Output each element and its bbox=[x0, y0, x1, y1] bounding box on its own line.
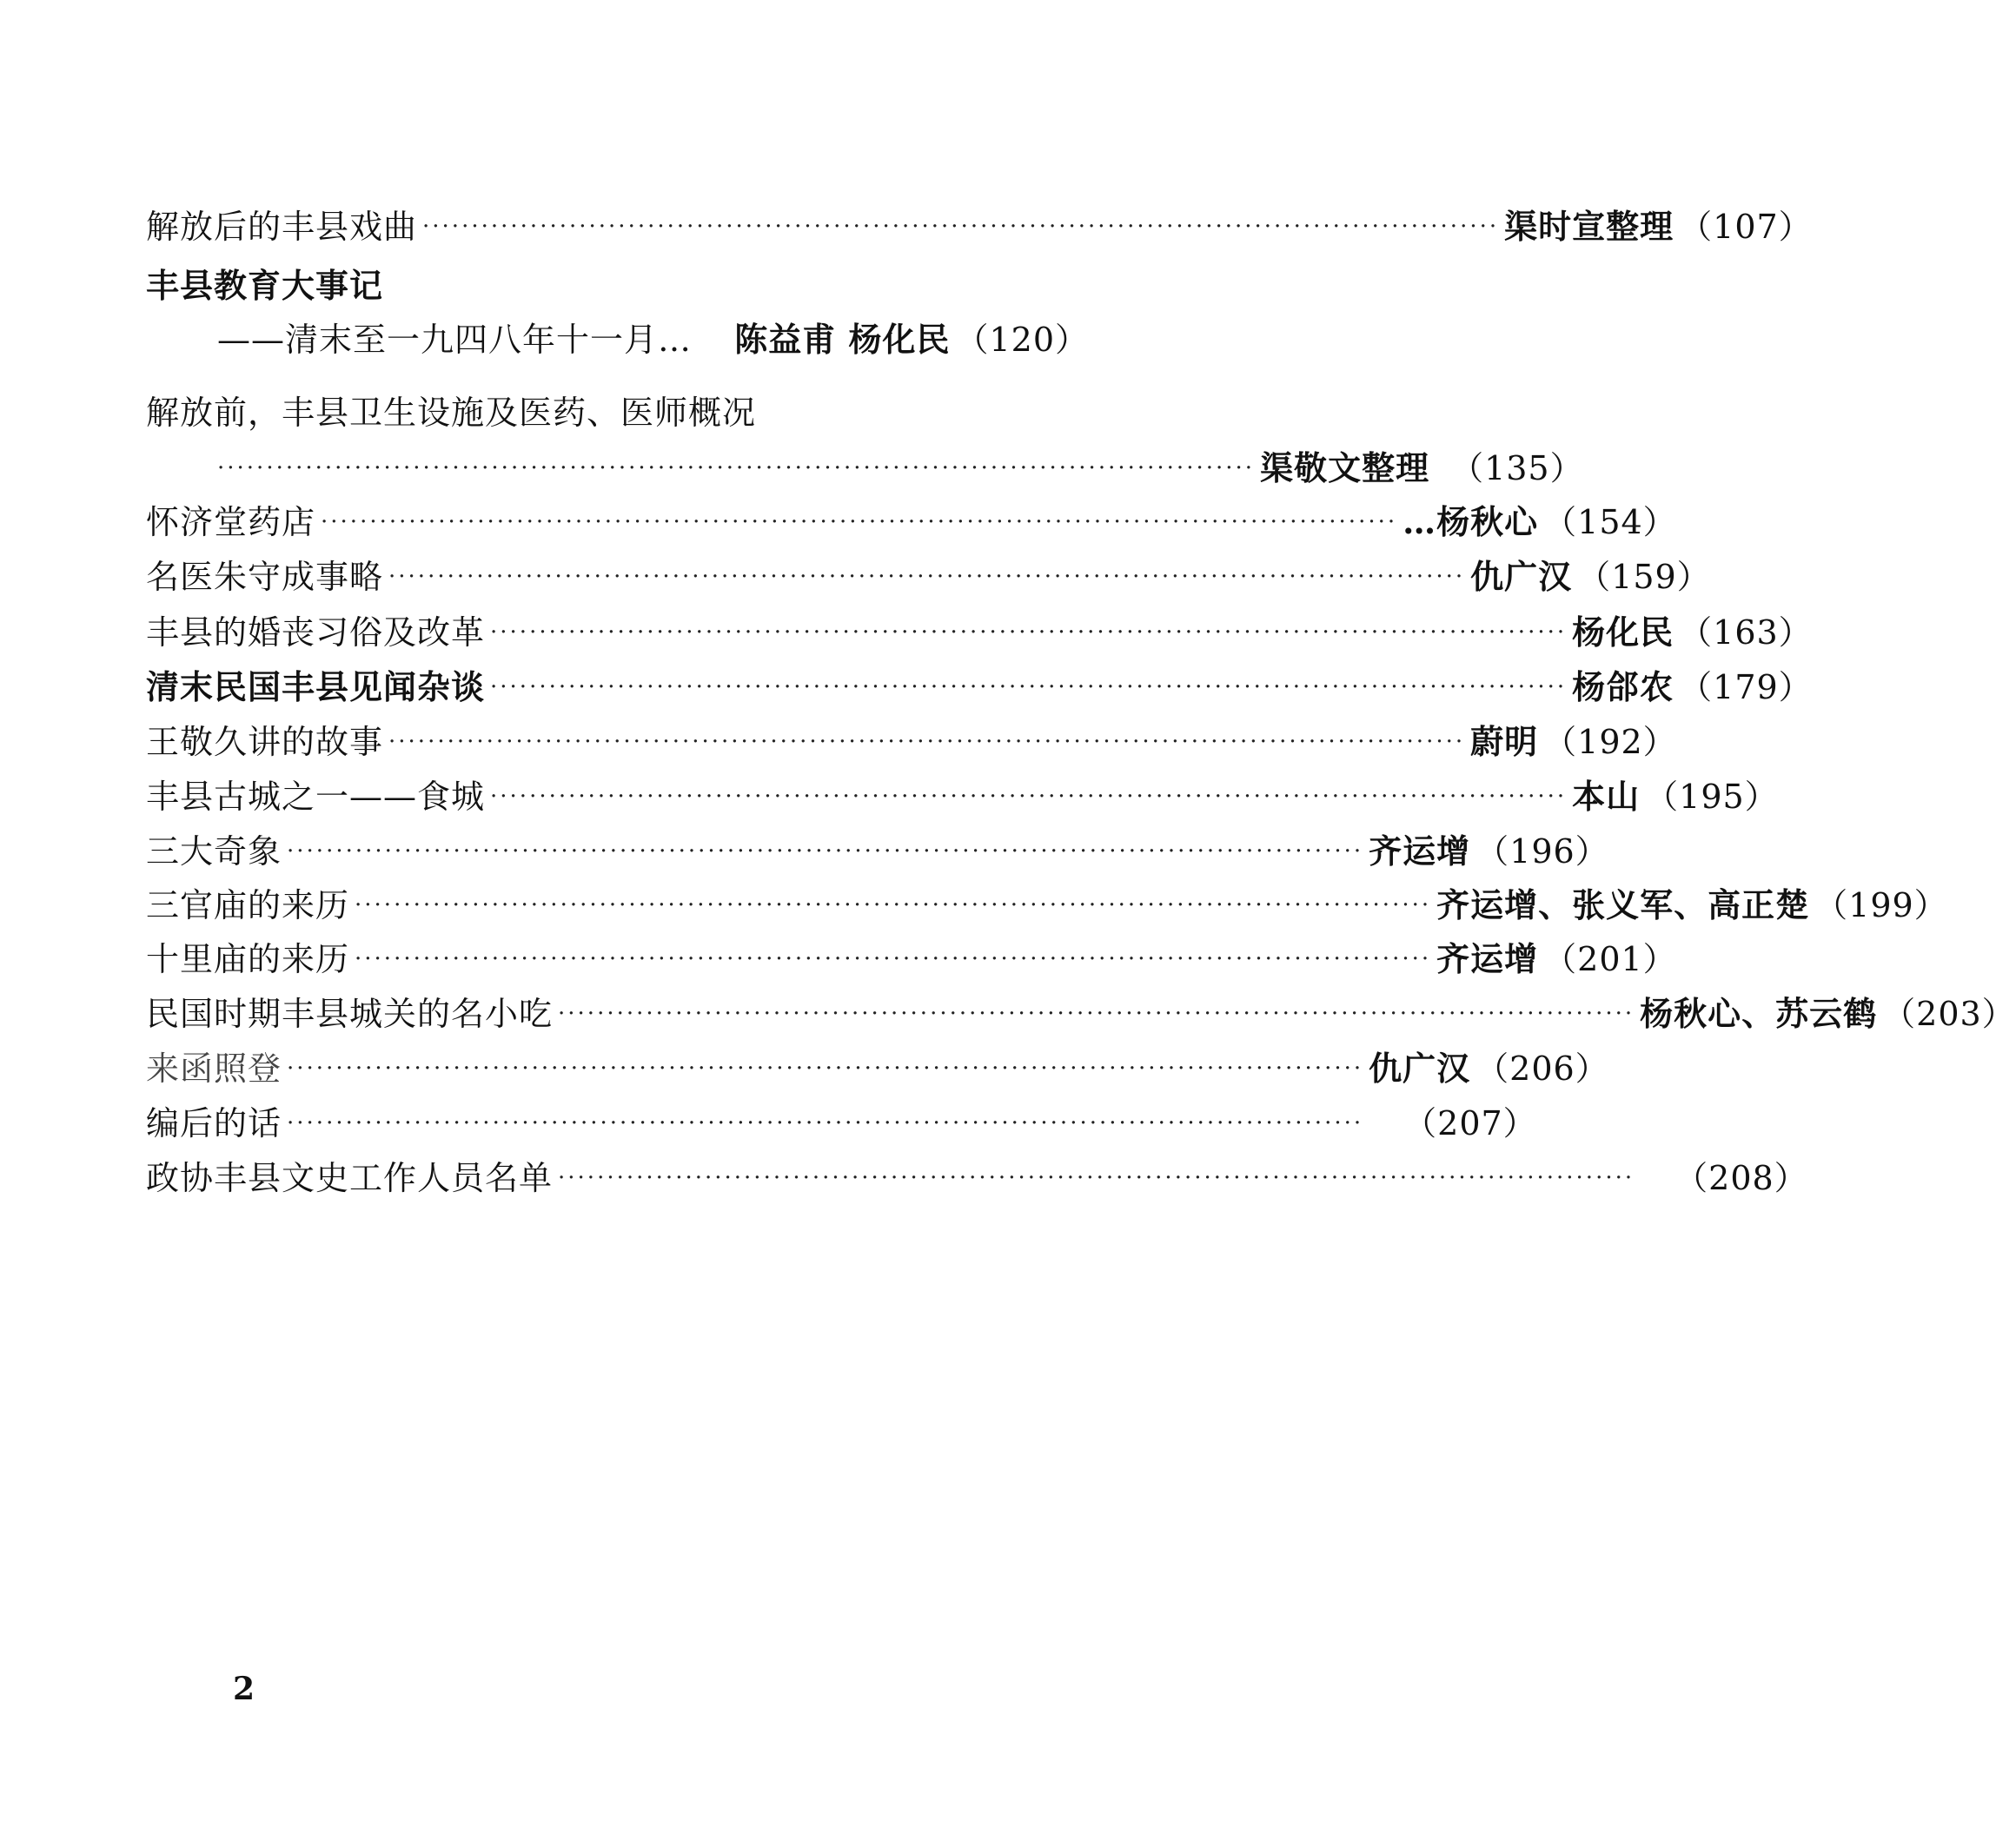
entry-title: 编后的话 bbox=[146, 1104, 282, 1142]
leader-dots: ·············································································································· bbox=[287, 1110, 1364, 1136]
entry-title: 怀济堂药店 bbox=[146, 503, 316, 541]
toc-entry bbox=[146, 1098, 1537, 1149]
entry-author: 齐运增 bbox=[1436, 939, 1539, 978]
entry-author: 渠敬文整理 bbox=[1260, 448, 1430, 487]
toc-entry bbox=[146, 202, 1813, 252]
toc-entry bbox=[146, 989, 2016, 1039]
entry-page: （135） bbox=[1450, 449, 1584, 487]
leader-dots: ·············································································································· bbox=[490, 619, 1568, 646]
page-number: 2 bbox=[233, 1671, 255, 1707]
leader-dots: ·············································································································· bbox=[321, 509, 1398, 535]
entry-page: （206） bbox=[1476, 1050, 1609, 1088]
entry-title: 名医朱守成事略 bbox=[146, 558, 384, 596]
entry-page: （159） bbox=[1577, 558, 1711, 596]
toc-entry bbox=[217, 443, 1584, 493]
leader-dots: ·············································································································· bbox=[355, 946, 1432, 972]
leader-dots: ·············································································································· bbox=[388, 729, 1466, 755]
entry-author: 陈益甫 杨化民 bbox=[734, 320, 951, 359]
entry-title: 十里庙的来历 bbox=[146, 940, 350, 978]
leader-dots: ·············································································································· bbox=[287, 1056, 1364, 1082]
entry-author: …杨秋心 bbox=[1403, 502, 1539, 541]
entry-page: （199） bbox=[1814, 886, 1948, 924]
toc-entry bbox=[146, 826, 1609, 877]
toc-entry bbox=[146, 1043, 1609, 1094]
toc-entry bbox=[146, 552, 1711, 602]
toc-entry bbox=[146, 607, 1813, 658]
entry-page: （207） bbox=[1403, 1104, 1537, 1142]
entry-page: （120） bbox=[955, 321, 1089, 359]
entry-page: （203） bbox=[1882, 995, 2016, 1033]
entry-author: 仇广汉 bbox=[1470, 557, 1573, 596]
entry-author: 齐运增、张义军、高正楚 bbox=[1436, 885, 1810, 924]
entry-page: （163） bbox=[1679, 613, 1813, 652]
entry-title: 清末民国丰县见闻杂谈 bbox=[146, 667, 486, 706]
leader-dots: ·············································································································· bbox=[422, 214, 1500, 240]
toc-entry bbox=[217, 315, 1089, 365]
toc-entry bbox=[146, 497, 1677, 547]
toc-entry bbox=[146, 1153, 1808, 1203]
entry-author: 本山 bbox=[1572, 777, 1641, 816]
entry-page: （201） bbox=[1543, 940, 1677, 978]
entry-page: （192） bbox=[1543, 723, 1677, 761]
entry-title: 王敬久讲的故事 bbox=[146, 723, 384, 761]
entry-author: 齐运增 bbox=[1369, 831, 1471, 871]
entry-title: 丰县的婚丧习俗及改革 bbox=[146, 613, 486, 652]
leader-dots: ·············································································································· bbox=[490, 674, 1568, 700]
entry-title: 丰县古城之一——食城 bbox=[146, 778, 486, 816]
entry-page: （179） bbox=[1679, 668, 1813, 706]
entry-page: （208） bbox=[1674, 1159, 1808, 1197]
entry-title: 丰县教育大事记 bbox=[146, 266, 384, 305]
toc-entry bbox=[146, 880, 1948, 930]
toc-entry bbox=[146, 771, 1779, 822]
toc-entry bbox=[146, 934, 1677, 984]
leader-dots: ·············································································································· bbox=[355, 892, 1432, 918]
entry-page: （195） bbox=[1645, 778, 1779, 816]
leader-dots: ·············································································································· bbox=[558, 1165, 1635, 1191]
entry-title: 三官庙的来历 bbox=[146, 886, 350, 924]
leader-dots: ·············································································································· bbox=[388, 564, 1466, 590]
leader-dots: ·············································································································· bbox=[287, 838, 1364, 864]
entry-title: 民国时期丰县城关的名小吃 bbox=[146, 995, 554, 1033]
entry-page: （154） bbox=[1543, 503, 1677, 541]
entry-author: 杨秋心、苏云鹤 bbox=[1640, 994, 1878, 1033]
entry-page: （107） bbox=[1679, 208, 1813, 246]
entry-title: 解放前，丰县卫生设施及医药、医师概况 bbox=[146, 394, 757, 432]
entry-author: 杨化民 bbox=[1572, 613, 1674, 652]
entry-page: （196） bbox=[1476, 832, 1609, 871]
entry-subtitle: ——清末至一九四八年十一月… bbox=[217, 321, 693, 359]
leader-dots: ·········································································································· bbox=[217, 455, 1256, 481]
entry-title: 来函照登 bbox=[146, 1050, 282, 1088]
entry-title: 三大奇象 bbox=[146, 832, 282, 871]
toc-entry bbox=[146, 662, 1813, 712]
entry-title: 解放后的丰县戏曲 bbox=[146, 208, 418, 246]
entry-author: 蔚明 bbox=[1470, 722, 1539, 761]
toc-entry bbox=[146, 717, 1677, 767]
leader-dots: ·············································································································· bbox=[490, 784, 1568, 810]
leader-dots: ·············································································································· bbox=[558, 1001, 1635, 1027]
entry-title: 政协丰县文史工作人员名单 bbox=[146, 1159, 554, 1197]
entry-author: 杨郃农 bbox=[1572, 667, 1674, 706]
entry-author: 仇广汉 bbox=[1369, 1049, 1471, 1088]
entry-author: 渠时宣整理 bbox=[1504, 207, 1674, 246]
